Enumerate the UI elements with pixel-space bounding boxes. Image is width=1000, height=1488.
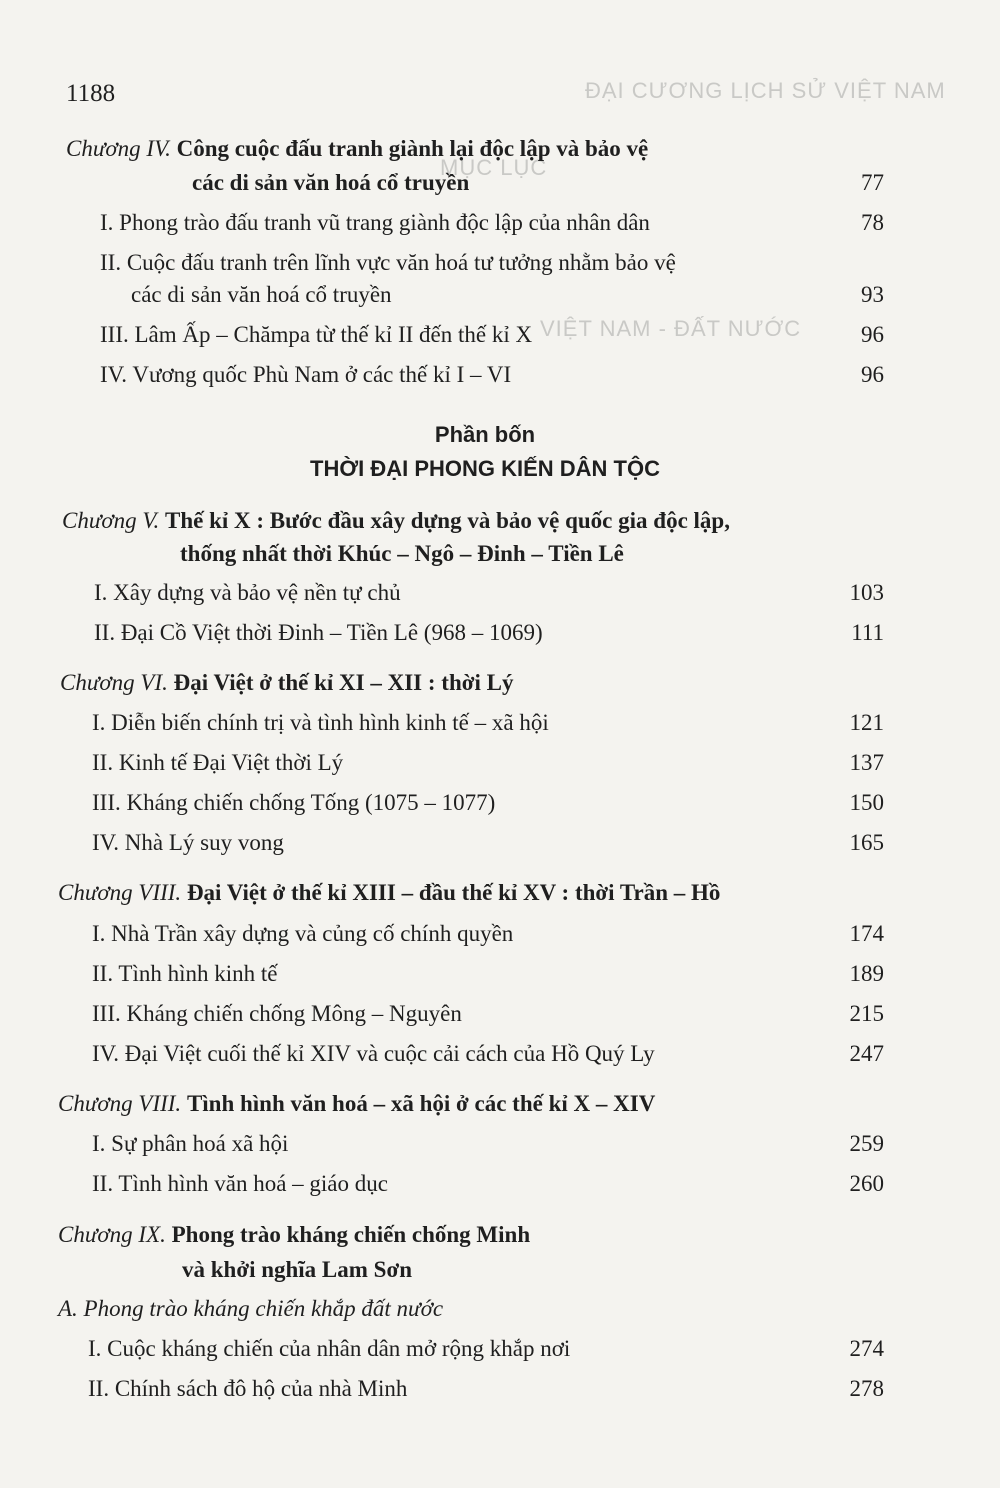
chapter-title: thống nhất thời Khúc – Ngô – Đinh – Tiền Lê bbox=[180, 541, 624, 566]
page-number: 1188 bbox=[66, 80, 116, 107]
page-ref: 150 bbox=[849, 790, 884, 815]
page-ref: 103 bbox=[849, 580, 884, 605]
chapter-prefix: Chương VI. bbox=[60, 670, 168, 695]
page-ref: 189 bbox=[849, 961, 884, 986]
page-ref: 278 bbox=[849, 1376, 884, 1401]
page-ref: 247 bbox=[849, 1041, 884, 1066]
part-title: THỜI ĐẠI PHONG KIẾN DÂN TỘC bbox=[310, 456, 660, 481]
section-title: các di sản văn hoá cổ truyền bbox=[131, 282, 392, 307]
section-title: II. Chính sách đô hộ của nhà Minh bbox=[88, 1376, 408, 1401]
chapter-prefix: Chương VIII. bbox=[58, 1091, 182, 1116]
chapter-title: Đại Việt ở thế kỉ XI – XII : thời Lý bbox=[173, 670, 514, 695]
page-ref: 137 bbox=[849, 750, 884, 775]
subhead-title: A. Phong trào kháng chiến khắp đất nước bbox=[58, 1296, 444, 1321]
page-ref: 111 bbox=[851, 620, 884, 645]
chapter-title: Công cuộc đấu tranh giành lại độc lập và bảo vệ bbox=[176, 136, 649, 161]
ghost-title: VIỆT NAM - ĐẤT NƯỚC bbox=[540, 316, 802, 341]
section-title: I. Diễn biến chính trị và tình hình kinh tế – xã hội bbox=[92, 710, 549, 735]
section-title: I. Cuộc kháng chiến của nhân dân mở rộng khắp nơi bbox=[88, 1336, 571, 1361]
chapter-title: Thế kỉ X : Bước đầu xây dựng và bảo vệ quốc gia độc lập, bbox=[165, 508, 730, 533]
page-ref: 260 bbox=[849, 1171, 884, 1196]
page-ref: 93 bbox=[861, 282, 884, 307]
ghost-header: ĐẠI CƯƠNG LỊCH SỬ VIỆT NAM bbox=[585, 78, 946, 103]
chapter-prefix: Chương VIII. bbox=[58, 880, 182, 905]
section-title: IV. Vương quốc Phù Nam ở các thế kỉ I – VI bbox=[100, 362, 512, 387]
page-ref: 121 bbox=[849, 710, 884, 735]
section-title: IV. Đại Việt cuối thế kỉ XIV và cuộc cải cách của Hồ Quý Ly bbox=[92, 1041, 655, 1066]
page-ref: 259 bbox=[849, 1131, 884, 1156]
page-ref: 78 bbox=[861, 210, 884, 235]
part-label: Phần bốn bbox=[434, 422, 536, 447]
section-title: I. Phong trào đấu tranh vũ trang giành độc lập của nhân dân bbox=[100, 210, 650, 235]
chapter-title: Phong trào kháng chiến chống Minh bbox=[171, 1222, 531, 1247]
ghost-muc-luc: MỤC LỤC bbox=[440, 155, 548, 180]
page-ref: 96 bbox=[861, 362, 884, 387]
section-title: II. Kinh tế Đại Việt thời Lý bbox=[92, 750, 344, 775]
section-title: IV. Nhà Lý suy vong bbox=[92, 830, 284, 855]
section-title: II. Tình hình kinh tế bbox=[92, 961, 278, 986]
chapter-title: Đại Việt ở thế kỉ XIII – đầu thế kỉ XV : thời Trần – Hồ bbox=[186, 880, 721, 905]
section-title: III. Kháng chiến chống Mông – Nguyên bbox=[92, 1001, 462, 1026]
page-ref: 96 bbox=[861, 322, 884, 347]
chapter-prefix: Chương V. bbox=[62, 508, 160, 533]
chapter-title: và khởi nghĩa Lam Sơn bbox=[182, 1257, 412, 1282]
section-title: III. Lâm Ấp – Chămpa từ thế kỉ II đến thế kỉ X bbox=[100, 322, 533, 347]
section-title: I. Sự phân hoá xã hội bbox=[92, 1131, 289, 1156]
page-ref: 165 bbox=[849, 830, 884, 855]
page-ref: 274 bbox=[849, 1336, 884, 1361]
section-title: II. Tình hình văn hoá – giáo dục bbox=[92, 1171, 388, 1196]
page-ref: 77 bbox=[861, 170, 884, 195]
chapter-prefix: Chương IX. bbox=[58, 1222, 166, 1247]
page-ref: 215 bbox=[849, 1001, 884, 1026]
chapter-title: Tình hình văn hoá – xã hội ở các thế kỉ X – XIV bbox=[186, 1091, 656, 1116]
section-title: II. Cuộc đấu tranh trên lĩnh vực văn hoá tư tưởng nhằm bảo vệ bbox=[100, 250, 676, 275]
chapter-prefix: Chương IV. bbox=[66, 136, 171, 161]
page-ref: 174 bbox=[849, 921, 884, 946]
section-title: I. Xây dựng và bảo vệ nền tự chủ bbox=[94, 580, 401, 605]
section-title: II. Đại Cồ Việt thời Đinh – Tiền Lê (968 – 1069) bbox=[94, 620, 543, 645]
section-title: I. Nhà Trần xây dựng và củng cố chính quyền bbox=[92, 921, 514, 946]
chapter-title: các di sản văn hoá cổ truyền bbox=[192, 170, 470, 195]
section-title: III. Kháng chiến chống Tống (1075 – 1077) bbox=[92, 790, 496, 815]
